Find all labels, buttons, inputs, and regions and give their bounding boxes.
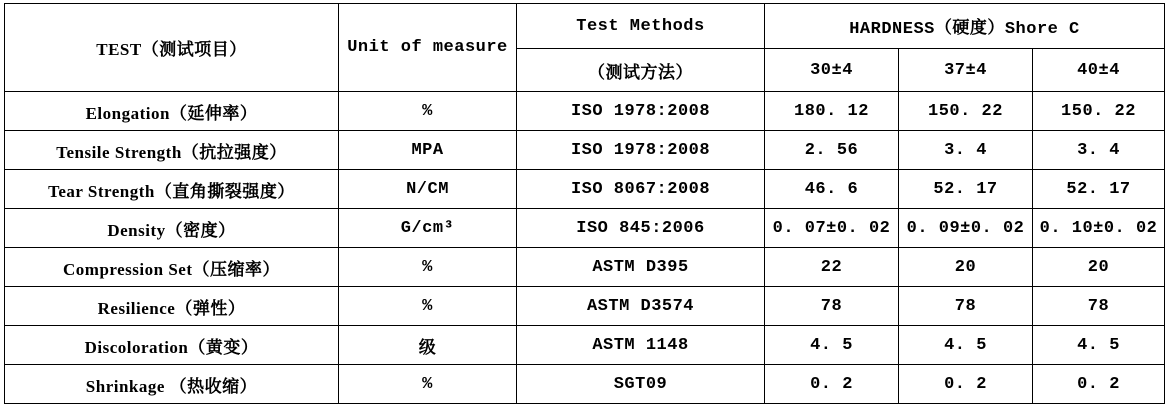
cell-test-method: ASTM D395 bbox=[517, 248, 765, 287]
table-row bbox=[5, 365, 1165, 404]
cell-test-name: Compression Set（压缩率） bbox=[5, 248, 339, 287]
table-header bbox=[5, 4, 1165, 92]
cell-hardness-value: 20 bbox=[899, 248, 1033, 287]
cell-test-method: ASTM D3574 bbox=[517, 287, 765, 326]
table-body bbox=[5, 92, 1165, 404]
table-row bbox=[5, 326, 1165, 365]
cell-test-name: Tear Strength（直角撕裂强度） bbox=[5, 170, 339, 209]
table-row bbox=[5, 209, 1165, 248]
header-unit: Unit of measure bbox=[339, 4, 517, 92]
cell-hardness-value: 0. 07±0. 02 bbox=[765, 209, 899, 248]
header-hardness-30: 30±4 bbox=[765, 49, 899, 92]
cell-hardness-value: 4. 5 bbox=[765, 326, 899, 365]
cell-test-method: ISO 1978:2008 bbox=[517, 92, 765, 131]
header-hardness-40: 40±4 bbox=[1033, 49, 1165, 92]
header-row-1 bbox=[5, 4, 1165, 49]
cell-test-name: Shrinkage （热收缩） bbox=[5, 365, 339, 404]
table-row bbox=[5, 248, 1165, 287]
cell-unit: 级 bbox=[339, 326, 517, 365]
cell-hardness-value: 150. 22 bbox=[1033, 92, 1165, 131]
cell-hardness-value: 78 bbox=[899, 287, 1033, 326]
cell-test-name: Tensile Strength（抗拉强度） bbox=[5, 131, 339, 170]
header-hardness-group: HARDNESS（硬度）Shore C bbox=[765, 4, 1165, 49]
cell-hardness-value: 46. 6 bbox=[765, 170, 899, 209]
cell-unit: MPA bbox=[339, 131, 517, 170]
cell-hardness-value: 0. 2 bbox=[899, 365, 1033, 404]
header-test-methods-cn: （测试方法） bbox=[517, 49, 765, 92]
cell-hardness-value: 180. 12 bbox=[765, 92, 899, 131]
cell-hardness-value: 0. 09±0. 02 bbox=[899, 209, 1033, 248]
cell-test-method: ISO 1978:2008 bbox=[517, 131, 765, 170]
cell-unit: % bbox=[339, 92, 517, 131]
table-row bbox=[5, 287, 1165, 326]
cell-unit: G/cm³ bbox=[339, 209, 517, 248]
cell-unit: % bbox=[339, 287, 517, 326]
table-row bbox=[5, 170, 1165, 209]
cell-hardness-value: 52. 17 bbox=[1033, 170, 1165, 209]
cell-test-name: Resilience（弹性） bbox=[5, 287, 339, 326]
header-hardness-37: 37±4 bbox=[899, 49, 1033, 92]
cell-test-name: Density（密度） bbox=[5, 209, 339, 248]
cell-hardness-value: 2. 56 bbox=[765, 131, 899, 170]
cell-test-name: Discoloration（黄变） bbox=[5, 326, 339, 365]
cell-hardness-value: 20 bbox=[1033, 248, 1165, 287]
cell-test-method: ASTM 1148 bbox=[517, 326, 765, 365]
cell-hardness-value: 4. 5 bbox=[899, 326, 1033, 365]
table-row bbox=[5, 131, 1165, 170]
cell-unit: % bbox=[339, 365, 517, 404]
cell-hardness-value: 0. 2 bbox=[765, 365, 899, 404]
header-test-methods: Test Methods bbox=[517, 4, 765, 49]
cell-hardness-value: 0. 10±0. 02 bbox=[1033, 209, 1165, 248]
table-row bbox=[5, 92, 1165, 131]
cell-hardness-value: 3. 4 bbox=[899, 131, 1033, 170]
cell-hardness-value: 3. 4 bbox=[1033, 131, 1165, 170]
cell-hardness-value: 0. 2 bbox=[1033, 365, 1165, 404]
cell-test-method: SGT09 bbox=[517, 365, 765, 404]
cell-hardness-value: 150. 22 bbox=[899, 92, 1033, 131]
cell-test-method: ISO 8067:2008 bbox=[517, 170, 765, 209]
cell-hardness-value: 22 bbox=[765, 248, 899, 287]
cell-hardness-value: 78 bbox=[1033, 287, 1165, 326]
cell-test-method: ISO 845:2006 bbox=[517, 209, 765, 248]
cell-hardness-value: 52. 17 bbox=[899, 170, 1033, 209]
cell-unit: N/CM bbox=[339, 170, 517, 209]
cell-test-name: Elongation（延伸率） bbox=[5, 92, 339, 131]
cell-hardness-value: 78 bbox=[765, 287, 899, 326]
cell-hardness-value: 4. 5 bbox=[1033, 326, 1165, 365]
specification-table bbox=[4, 3, 1165, 404]
header-test: TEST（测试项目） bbox=[5, 4, 339, 92]
cell-unit: % bbox=[339, 248, 517, 287]
